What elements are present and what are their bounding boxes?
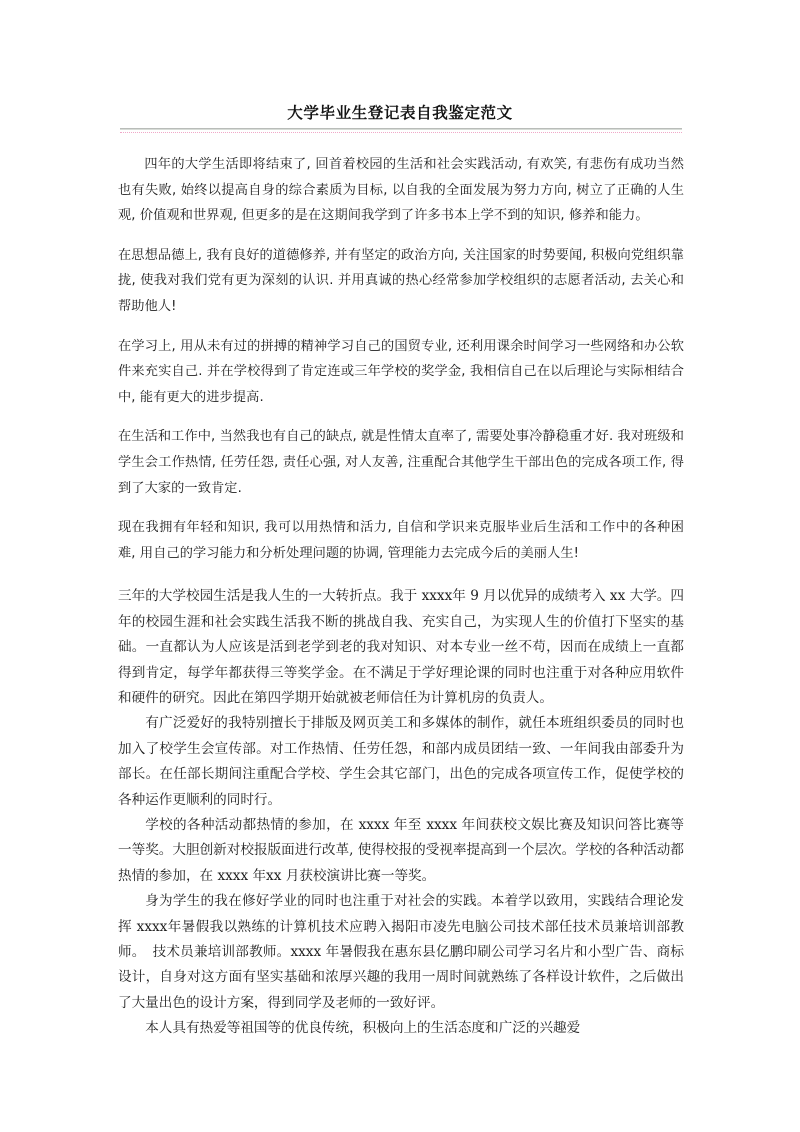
document-body bbox=[118, 152, 684, 1042]
paragraph: 在学习上, 用从未有过的拼搏的精神学习自己的国贸专业, 还利用课余时间学习一些网络和办公软件来充实自己. 并在学校得到了肯定连或三年学校的奖学金, 我相信自己在以后理论与实际相结合中, 能有更大的进步提高. bbox=[118, 338, 684, 405]
paragraph: 身为学生的我在修好学业的同时也注重于对社会的实践。本着学以致用，实践结合理论发挥 xxxx年暑假我以熟练的计算机技术应聘入揭阳市凌先电脑公司技术部任技术员兼培训部教师。 技术员兼培训部教师。xxxx 年暑假我在惠东县亿鹏印刷公司学习名片和小型广告、商标设计，自身对这方面有坚实基础和浓厚兴趣的我用一周时间就熟练了各样设计软件，之后做出了大量出色的设计方案，得到同学及老师的一致好评。 bbox=[118, 893, 684, 1011]
paragraph: 现在我拥有年轻和知识, 我可以用热情和活力, 自信和学识来克服毕业后生活和工作中的各种困难, 用自己的学习能力和分析处理问题的协调, 管理能力去完成今后的美丽人生! bbox=[118, 520, 684, 561]
paragraph: 在思想品德上, 我有良好的道德修养, 并有坚定的政治方向, 关注国家的时势要闻, 积极向党组织靠拢, 使我对我们党有更为深刻的认识. 并用真诚的热心经常参加学校组织的志愿者活动, 去关心和帮助他人! bbox=[118, 247, 684, 314]
body-section-primary bbox=[118, 152, 684, 566]
paragraph: 四年的大学生活即将结束了, 回首着校园的生活和社会实践活动, 有欢笑, 有悲伤有成功当然也有失败, 始终以提高自身的综合素质为目标, 以自我的全面发展为努力方向, 树立了正确的人生观, 价值观和世界观, 但更多的是在这期间我学到了许多书本上学不到的知识, 修养和能力。 bbox=[118, 157, 684, 224]
paragraph: 三年的大学校园生活是我人生的一大转折点。我于 xxxx年 9 月以优异的成绩考入 xx 大学。四年的校园生涯和社会实践生活我不断的挑战自我、充实自己，为实现人生的价值打下坚实的基 础。一直都认为人应该是活到老学到老的我对知识、对本专业一丝不苟，因而在成绩上一直都得到肯定，每学年都获得三等奖学金。在不满足于学好理论课的同时也注重于对各种应用软件和硬件的研究。因此在第四学期开始就被老师信任为计算机房的负责人。 bbox=[118, 588, 684, 706]
paragraph: 本人具有热爱等祖国等的优良传统，积极向上的生活态度和广泛的兴趣爱 bbox=[145, 1020, 581, 1037]
body-section-secondary bbox=[118, 584, 684, 1041]
page-title: 大学毕业生登记表自我鉴定范文 bbox=[287, 104, 513, 123]
paragraph: 学校的各种活动都热情的参加，在 xxxx 年至 xxxx 年间获校文娱比赛及知识问答比赛等一等奖。大胆创新对校报版面进行改革, 使得校报的受视率提高到一个层次。学校的各种活动都热情的参加，在 xxxx 年xx 月获校演讲比赛一等奖。 bbox=[118, 816, 684, 884]
divider-solid-line-secondary bbox=[120, 129, 682, 130]
paragraph: 有广泛爱好的我特别擅长于排版及网页美工和多媒体的制作，就任本班组织委员的同时也加入了校学生会宣传部。对工作热情、任劳任怨，和部内成员团结一致、一年间我由部委升为部长。在任部长期间注重配合学校、学生会其它部门，出色的完成各项宣传工作，促使学校的各种运作更顺利的同时行。 bbox=[118, 715, 684, 808]
paragraph: 在生活和工作中, 当然我也有自己的缺点, 就是性情太直率了, 需要处事冷静稳重才好. 我对班级和学生会工作热情, 任劳任怨, 责任心强, 对人友善, 注重配合其他学生干部出色的完成各项工作, 得到了大家的一致肯定. bbox=[118, 429, 684, 496]
title-divider bbox=[120, 128, 682, 136]
divider-dotted-line bbox=[120, 132, 682, 134]
